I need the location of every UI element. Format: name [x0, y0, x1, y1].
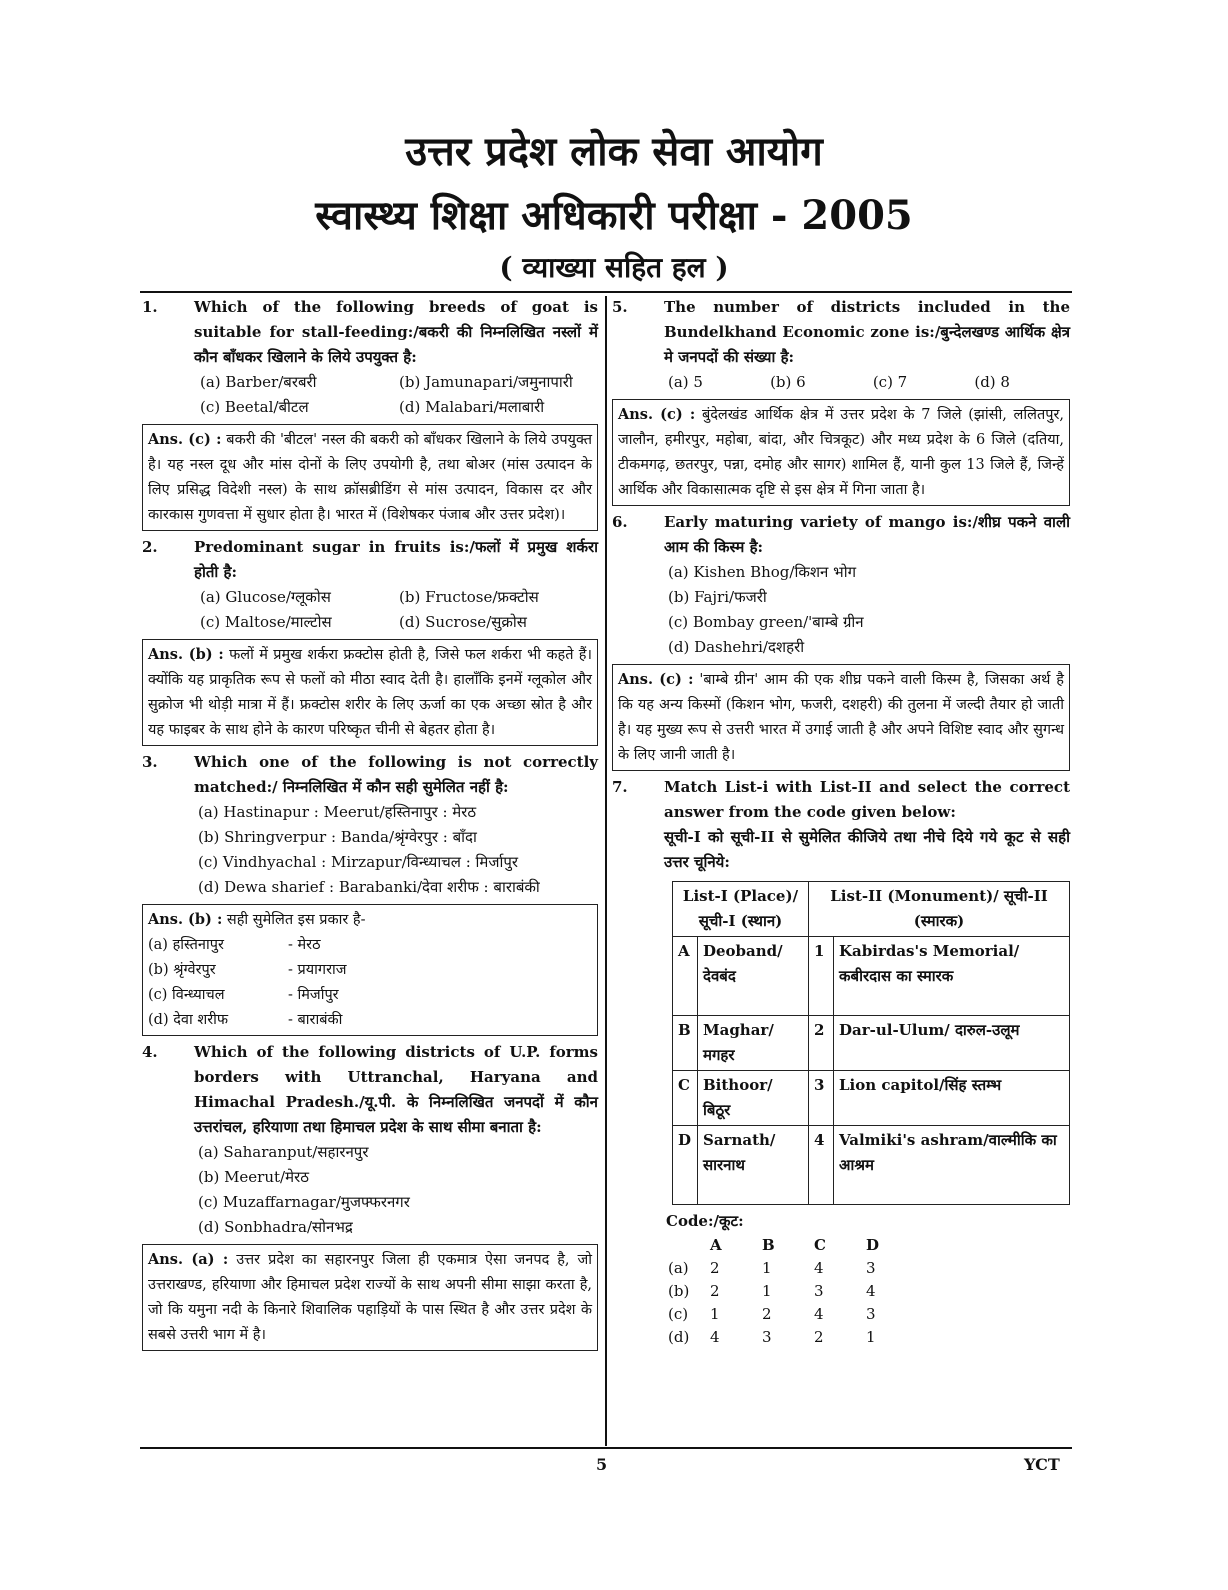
answer-text: बकरी की 'बीटल' नस्ल की बकरी को बाँधकर खिलाने के लिये उपयुक्त है। यह नस्ल दूध और मांस दोनों के लिए उपयोगी है, तथा बोअर (मांस उत्पादन के लिए प्रसिद्ध विदेशी नस्ल) के साथ क्रॉसब्रीडिंग से मांस उत्पादन, विकास दर और कारकास गुणवत्ता में सुधार होता है। भारत में (विशेषकर पंजाब और उत्तर प्रदेश)। — [148, 432, 592, 523]
answer-box — [612, 399, 1070, 506]
code-head: C — [814, 1236, 826, 1254]
cell: Dar-ul-Ulum/ दारुल-उलूम — [834, 1016, 1070, 1071]
code-cell: 1 — [762, 1282, 772, 1300]
option: (b) Fajri/फजरी — [668, 588, 767, 606]
option: (c) Vindhyachal : Mirzapur/विन्ध्याचल : मिर्जापुर — [198, 853, 519, 871]
question-number: 4. — [142, 1043, 158, 1061]
answer-box — [142, 424, 598, 531]
answer-label: Ans. (c) : — [618, 671, 694, 688]
code-head: A — [710, 1236, 722, 1254]
cell: Kabirdas's Memorial/कबीरदास का स्मारक — [834, 937, 1070, 1016]
question-text: Early maturing variety of mango is:/शीघ्र पकने वाली आम की किस्म है: — [664, 513, 1070, 556]
match-table — [672, 881, 1070, 1205]
option: (d) 8 — [974, 373, 1010, 391]
question-text-hi: सूची-I को सूची-II से सुमेलित कीजिये तथा नीचे दिये गये कूट से सही उत्तर चूनिये: — [664, 828, 1070, 871]
question-text: Which one of the following is not correctly matched:/ निम्नलिखित में कौन सही सुमेलित नहीं है: — [194, 753, 598, 796]
option: (d) Dewa sharief : Barabanki/देवा शरीफ : बाराबंकी — [198, 878, 540, 896]
option: (a) 5 — [668, 373, 703, 391]
question-2 — [142, 535, 598, 585]
list2-header: List-II (Monument)/ सूची-II (स्मारक) — [809, 882, 1070, 937]
table-row — [673, 937, 1070, 1016]
options — [142, 1140, 598, 1240]
code-cell: 3 — [866, 1305, 876, 1323]
pair-left: (a) हस्तिनापुर — [148, 937, 224, 953]
pair-left: (c) विन्ध्याचल — [148, 987, 225, 1003]
answer-text: 'बाम्बे ग्रीन' आम की एक शीघ्र पकने वाली किस्म है, जिसका अर्थ है कि यह अन्य किस्मों (किशन भोग, फजरी, दशहरी) की तुलना में जल्दी तैयार हो जाती है। यह मुख्य रूप से उत्तरी भारत में उगाई जाती है और अपने विशिष्ट स्वाद और सुगन्ध के लिए जानी जाती है। — [618, 672, 1064, 763]
cell: Sarnath/ सारनाथ — [698, 1126, 809, 1205]
question-7 — [612, 775, 1070, 875]
right-column — [612, 295, 1070, 1349]
option: (c) Muzaffarnagar/मुजफ्फरनगर — [198, 1193, 410, 1211]
answer-label: Ans. (c) : — [148, 431, 222, 448]
list1-header: List-I (Place)/ सूची-I (स्थान) — [673, 882, 809, 937]
options — [142, 800, 598, 900]
pair-left: (d) देवा शरीफ — [148, 1012, 229, 1028]
answer-pairs — [148, 933, 592, 1033]
question-4 — [142, 1040, 598, 1140]
code-cell: 1 — [710, 1305, 720, 1323]
pair-left: (b) श्रृंग्वेरपुर — [148, 962, 216, 978]
question-text-en: Match List-i with List-II and select the correct answer from the code given below: — [664, 778, 1070, 821]
option: (b) Jamunapari/जमुनापारी — [399, 373, 573, 391]
answer-text: सही सुमेलित इस प्रकार है- — [226, 912, 366, 928]
option: (b) Fructose/फ्रक्टोस — [399, 588, 539, 606]
cell: Maghar/ मगहर — [698, 1016, 809, 1071]
question-3 — [142, 750, 598, 800]
answer-label: Ans. (c) : — [618, 406, 696, 423]
option: (b) Shringverpur : Banda/श्रृंग्वेरपुर : बाँदा — [198, 828, 477, 846]
page-number: 5 — [596, 1455, 608, 1474]
table-row — [673, 1126, 1070, 1205]
cell: C — [673, 1071, 698, 1126]
code-cell: 2 — [710, 1259, 720, 1277]
question-number: 1. — [142, 298, 158, 316]
option: (a) Glucose/ग्लूकोस — [200, 588, 331, 606]
question-text: Which of the following breeds of goat is suitable for stall-feeding:/बकरी की निम्नलिखित नस्लों में कौन बाँधकर खिलाने के लिये उपयुक्त है: — [194, 298, 598, 366]
top-rule — [140, 291, 1072, 293]
code-cell: 4 — [710, 1328, 720, 1346]
table-row — [673, 1071, 1070, 1126]
cell: Lion capitol/सिंह स्तम्भ — [834, 1071, 1070, 1126]
code-cell: 3 — [814, 1282, 824, 1300]
code-grid — [668, 1234, 1070, 1349]
option: (d) Malabari/मलाबारी — [399, 398, 545, 416]
option: (d) Sucrose/सुक्रोस — [399, 613, 527, 631]
question-text: Predominant sugar in fruits is:/फलों में प्रमुख शर्करा होती है: — [194, 538, 598, 581]
answer-box — [142, 904, 598, 1036]
option: (c) Bombay green/'बाम्बे ग्रीन — [668, 613, 864, 631]
question-text — [664, 775, 1070, 875]
code-cell: 2 — [814, 1328, 824, 1346]
cell: Deoband/ देवबंद — [698, 937, 809, 1016]
cell: 3 — [809, 1071, 834, 1126]
code-cell: 4 — [814, 1305, 824, 1323]
cell: Valmiki's ashram/वाल्मीकि का आश्रम — [834, 1126, 1070, 1205]
question-number: 5. — [612, 298, 628, 316]
left-column — [142, 295, 598, 1355]
question-6 — [612, 510, 1070, 560]
options — [142, 370, 598, 420]
question-5 — [612, 295, 1070, 370]
options — [612, 560, 1070, 660]
option: (b) 6 — [770, 373, 806, 391]
column-divider — [605, 296, 607, 1446]
cell: 2 — [809, 1016, 834, 1071]
question-number: 2. — [142, 538, 158, 556]
question-1 — [142, 295, 598, 370]
code-label: Code:/कूट: — [666, 1212, 744, 1230]
answer-box — [612, 664, 1070, 771]
code-cell: 1 — [762, 1259, 772, 1277]
code-cell: (a) — [668, 1259, 689, 1277]
code-head: B — [762, 1236, 775, 1254]
cell: D — [673, 1126, 698, 1205]
question-number: 7. — [612, 778, 628, 796]
answer-box — [142, 1244, 598, 1351]
option: (a) Kishen Bhog/किशन भोग — [668, 563, 857, 581]
code-head — [668, 1234, 710, 1257]
exam-title: स्वास्थ्य शिक्षा अधिकारी परीक्षा - 2005 — [315, 192, 913, 239]
table-row — [673, 1016, 1070, 1071]
question-text: The number of districts included in the Bundelkhand Economic zone is:/बुन्देलखण्ड आर्थिक क्षेत्र मे जनपदों की संख्या है: — [664, 298, 1070, 366]
option: (c) Maltose/माल्टोस — [200, 613, 332, 631]
option: (a) Hastinapur : Meerut/हस्तिनापुर : मेरठ — [198, 803, 477, 821]
answer-text: बुंदेलखंड आर्थिक क्षेत्र में उत्तर प्रदेश के 7 जिले (झांसी, ललितपुर, जालौन, हमीरपुर, महोबा, बांदा, और चित्रकूट) और मध्य प्रदेश के 6 जिले (दतिया, टीकमगढ़, छतरपुर, पन्ना, दमोह और सागर) शामिल हैं, यानी कुल 13 जिले हैं, जिन्हें आर्थिक और विकासात्मक दृष्टि से इस क्षेत्र में गिना जाता है। — [618, 407, 1064, 498]
cell: B — [673, 1016, 698, 1071]
code-cell: (c) — [668, 1305, 689, 1323]
answer-text: उत्तर प्रदेश का सहारनपुर जिला ही एकमात्र ऐसा जनपद है, जो उत्तराखण्ड, हरियाणा और हिमाचल प्रदेश राज्यों के साथ अपनी सीमा साझा करता है, जो कि यमुना नदी के किनारे शिवालिक पहाड़ियों के पास स्थित है और उत्तर प्रदेश के सबसे उत्तरी भाग में है। — [148, 1252, 593, 1343]
question-number: 6. — [612, 513, 628, 531]
pair-right: - प्रयागराज — [288, 962, 347, 978]
cell: 4 — [809, 1126, 834, 1205]
bottom-rule — [140, 1447, 1072, 1449]
option: (d) Sonbhadra/सोनभद्र — [198, 1218, 353, 1236]
brand-mark: YCT — [1024, 1455, 1060, 1474]
option: (b) Meerut/मेरठ — [198, 1168, 309, 1186]
page-title: उत्तर प्रदेश लोक सेवा आयोग — [405, 128, 823, 175]
cell: 1 — [809, 937, 834, 1016]
code-cell: 4 — [866, 1282, 876, 1300]
code-cell: (b) — [668, 1282, 690, 1300]
pair-right: - मेरठ — [288, 937, 321, 953]
answer-box — [142, 639, 598, 746]
cell: Bithoor/ बिठूर — [698, 1071, 809, 1126]
code-cell: 2 — [762, 1305, 772, 1323]
options — [142, 585, 598, 635]
option: (a) Saharanput/सहारनपुर — [198, 1143, 369, 1161]
subtitle: ( व्याख्या सहित हल ) — [499, 251, 729, 284]
cell: A — [673, 937, 698, 1016]
answer-label: Ans. (b) : — [148, 911, 223, 928]
question-text: Which of the following districts of U.P. forms borders with Uttranchal, Haryana and Himachal Pradesh./यू.पी. के निम्नलिखित जनपदों में कौन उत्तरांचल, हरियाणा तथा हिमाचल प्रदेश के साथ सीमा बनाता है: — [194, 1043, 598, 1136]
code-cell: 3 — [762, 1328, 772, 1346]
pair-right: - मिर्जापुर — [288, 987, 339, 1003]
answer-text: फलों में प्रमुख शर्करा फ्रक्टोस होती है, जिसे फल शर्करा भी कहते हैं। क्योंकि यह प्राकृतिक रूप से फलों को मीठा स्वाद देती है। हालाँकि इनमें ग्लूकोल और सुक्रोज भी थोड़ी मात्रा में हैं। फ्रक्टोस शरीर के लिए ऊर्जा का एक अच्छा स्रोत है और यह फाइबर के साथ होने के कारण परिष्कृत चीनी से बेहतर होता है। — [148, 647, 593, 738]
options — [612, 370, 1070, 395]
code-cell: 4 — [814, 1259, 824, 1277]
option: (a) Barber/बरबरी — [200, 373, 317, 391]
answer-label: Ans. (b) : — [148, 646, 224, 663]
code-head: D — [866, 1236, 880, 1254]
option: (d) Dashehri/दशहरी — [668, 638, 805, 656]
code-cell: 3 — [866, 1259, 876, 1277]
question-number: 3. — [142, 753, 158, 771]
option: (c) 7 — [872, 373, 908, 391]
option: (c) Beetal/बीटल — [200, 398, 309, 416]
pair-right: - बाराबंकी — [288, 1012, 343, 1028]
answer-label: Ans. (a) : — [148, 1251, 229, 1268]
code-cell: 2 — [710, 1282, 720, 1300]
code-cell: 1 — [866, 1328, 876, 1346]
code-cell: (d) — [668, 1328, 690, 1346]
